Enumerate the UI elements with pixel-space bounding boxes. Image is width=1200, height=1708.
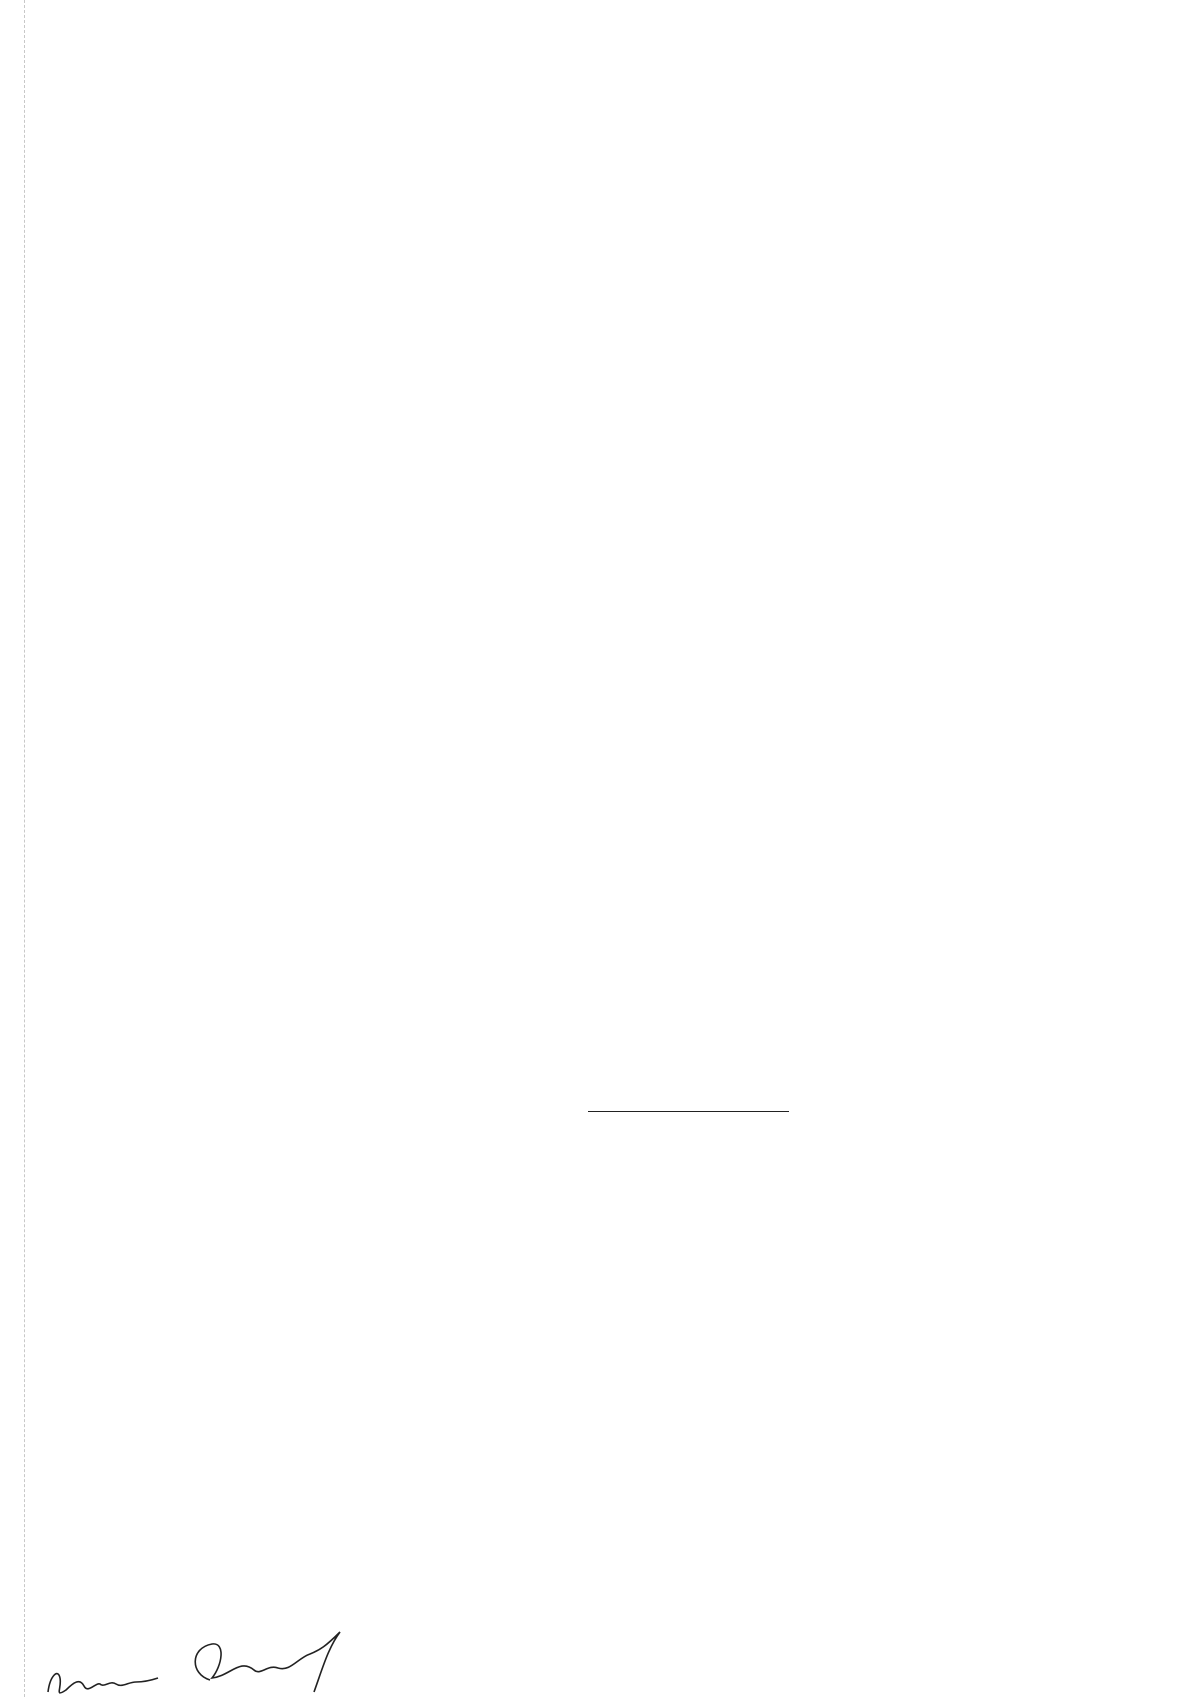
signatures — [40, 1618, 380, 1708]
end-divider — [588, 1111, 789, 1112]
handwritten-signature — [195, 1632, 340, 1692]
scan-edge-line — [24, 0, 25, 1697]
initials-signature — [48, 1674, 158, 1693]
